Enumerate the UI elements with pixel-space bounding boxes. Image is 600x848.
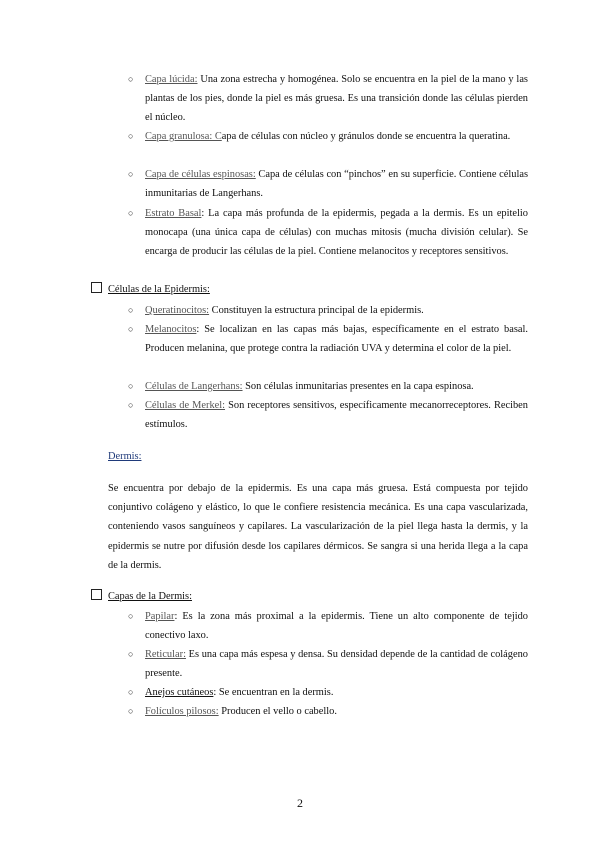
term-anejos: Anejos cutáneos [145,687,214,698]
definition: Constituyen la estructura principal de la epidermis. [209,305,424,316]
list-item [128,645,528,683]
page-number: 2 [297,796,303,810]
list-item [128,683,528,702]
definition: Producen el vello o cabello. [218,706,337,717]
bullet-icon: ○ [128,381,134,391]
bullet-icon: ○ [128,324,134,334]
list-item [128,127,528,146]
term-estrato-basal: Estrato Basal [145,208,202,219]
term-capa-granulosa: Capa granulosa: C [145,131,222,142]
definition: : Se encuentran en la dermis. [213,687,334,698]
list-item [128,204,528,261]
term-queratinocitos: Queratinocitos: [145,305,210,316]
definition: apa de células con núcleo y gránulos donde se encuentra la queratina. [221,131,511,142]
definition: Una zona estrecha y homogénea. Solo se encuentra en la piel de la mano y las plantas de los pies, donde la piel es más gruesa. Es una transición donde las células pierden el núcleo. [145,74,528,123]
list-item [128,607,528,645]
definition: Son células inmunitarias presentes en la capa espinosa. [242,381,474,392]
bullet-icon: ○ [128,706,134,716]
list-item [128,320,528,358]
bullet-icon: ○ [128,169,134,179]
term-langerhans: Células de Langerhans: [145,381,243,392]
bullet-icon: ○ [128,131,134,141]
dermis-paragraph: Se encuentra por debajo de la epidermis. Es una capa más gruesa. Está compuesta por tejido conjuntivo colágeno y elástico, lo que le confiere resistencia mecánica. Es una capa vascularizada, conteniendo vasos sanguíneos y capilares. La vascularización de la piel llega hasta la dermis, y la epidermis se nutre por difusión desde los capilares dérmicos. Se sangra si una herida llega a la capa de la dermis. [108,483,528,571]
term-merkel: Células de Merkel: [145,400,226,411]
checkbox-icon [91,589,102,600]
term-reticular: Reticular: [145,649,186,660]
bullet-icon: ○ [128,74,134,84]
list-item [128,165,528,203]
list-item [128,702,528,721]
list-item [128,301,528,320]
definition: : Se localizan en las capas más bajas, específicamente en el estrato basal. Producen melanina, que protege contra la radiación UVA y determina el color de la piel. [145,324,528,354]
bullet-icon: ○ [128,400,134,410]
definition: Capa de células con “pinchos” en su superficie. Contiene células inmunitarias de Langerhans. [145,169,528,199]
term-papilar: Papilar [145,611,175,622]
term-capa-lucida: Capa lúcida: [145,74,198,85]
definition: Es una capa más espesa y densa. Su densidad depende de la cantidad de colágeno presente. [145,649,528,679]
definition: Son receptores sensitivos, específicamente mecanorreceptores. Reciben estímulos. [145,400,528,430]
bullet-icon: ○ [128,649,134,659]
definition: : La capa más profunda de la epidermis, pegada a la dermis. Es un epitelio monocapa (una única capa de células) con muchas mitosis (mucha división celular). Se encarga de producir las células de la piel. Contiene melanocitos y receptores sensitivos. [145,208,528,257]
bullet-icon: ○ [128,305,134,315]
bullet-icon: ○ [128,611,134,621]
bullet-icon: ○ [128,687,134,697]
checkbox-icon [91,282,102,293]
definition: : Es la zona más proximal a la epidermis. Tiene un alto componente de tejido conectivo laxo. [145,611,528,641]
term-capa-espinosa: Capa de células espinosas: [145,169,256,180]
cells-header: Células de la Epidermis: [91,280,210,299]
list-item [128,70,528,127]
dermis-layers-header: Capas de la Dermis: [91,587,192,606]
term-foliculos: Folículos pilosos: [145,706,219,717]
bullet-icon: ○ [128,208,134,218]
list-item [128,396,528,434]
term-melanocitos: Melanocitos [145,324,197,335]
list-item [128,377,528,396]
section-title-dermis: Dermis: [108,451,142,462]
